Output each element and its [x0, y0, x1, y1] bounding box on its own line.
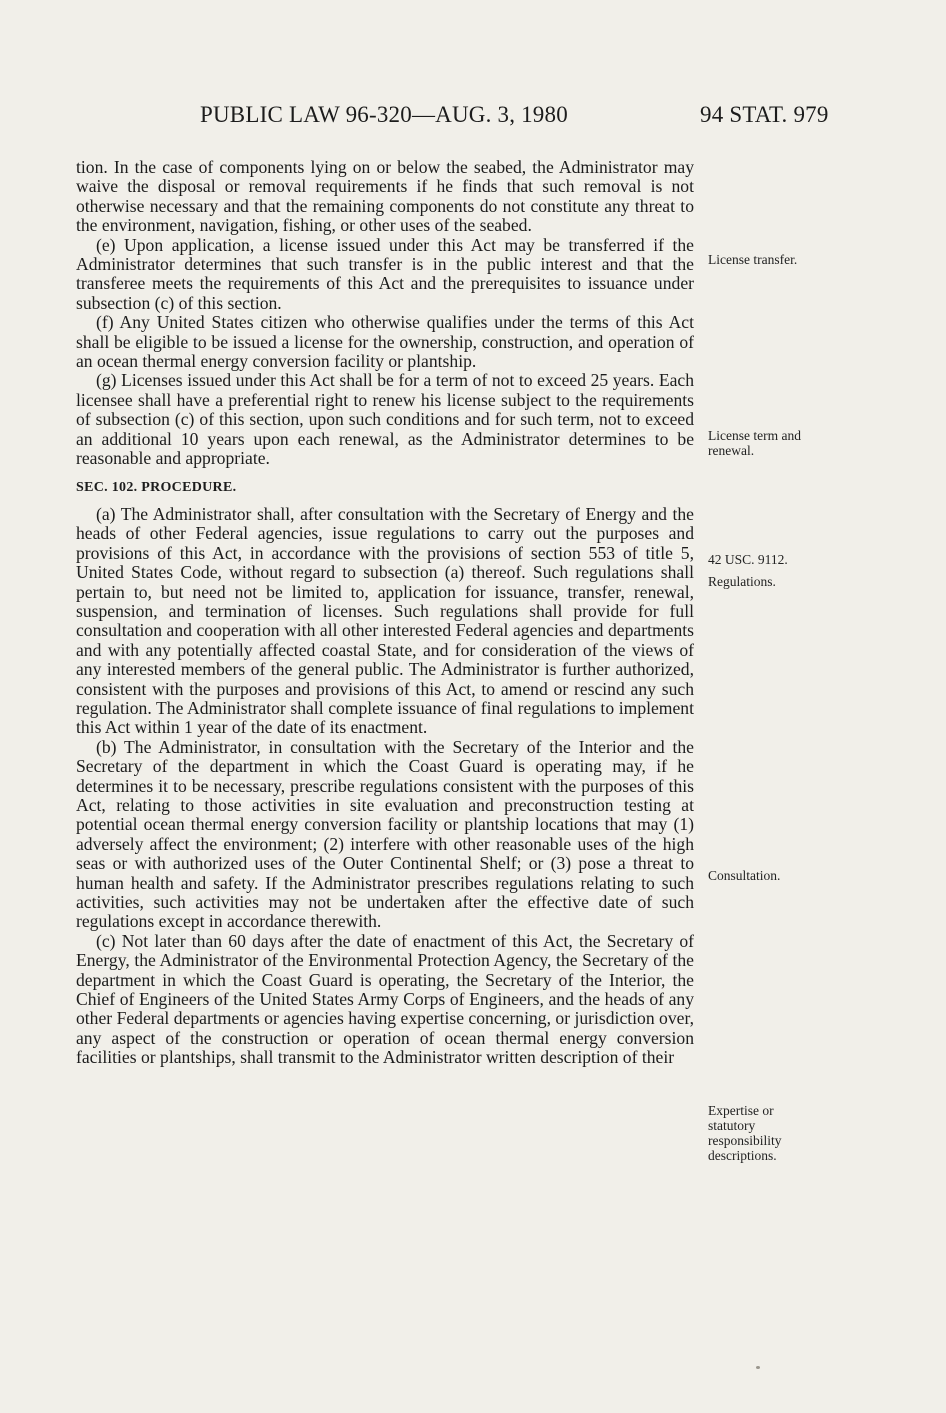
- paragraph-e: (e) Upon application, a license issued under this Act may be transferred if the Administrator determines that such transfer is in the public interest and that the transferee meets the requirements of this Act and the prerequisites to issuance under subsection (c) of this section.: [76, 234, 694, 313]
- paragraph-c: (c) Not later than 60 days after the date of enactment of this Act, the Secretary of Energy, the Administrator of the Environmental Protection Agency, the Secretary of the department in which the Coast Guard is operating, the Secretary of the Interior, the Chief of Engineers of the United States Army Corps of Engineers, and the heads of any other Federal departments or agencies having expertise concerning, or jurisdiction over, any aspect of the construction or operation of ocean thermal energy conversion facilities or plantships, shall transmit to the Administrator written description of their: [76, 930, 694, 1068]
- header-title: PUBLIC LAW 96-320—AUG. 3, 1980: [200, 102, 568, 127]
- statute-page-number: 94 STAT. 979: [700, 102, 829, 127]
- paragraph-a: (a) The Administrator shall, after consultation with the Secretary of Energy and the heads of other Federal agencies, issue regulations to carry out the purposes and provisions of this Act, in accordance with the provisions of section 553 of title 5, United States Code, without regard to subsection (a) thereof. Such regulations shall pertain to, but need not be limited to, application for issuance, transfer, renewal, suspension, and termination of licenses. Such regulations shall provide for full consultation and cooperation with all other interested Federal agencies and departments and with any potentially affected coastal State, and for consideration of the views of any interested members of the general public. The Administrator is further authorized, consistent with the purposes and provisions of this Act, to amend or rescind any such regulation. The Administrator shall complete issuance of final regulations to implement this Act within 1 year of the date of its enactment.: [76, 503, 694, 738]
- body-text: [76, 158, 694, 1068]
- paragraph-f: (f) Any United States citizen who otherwise qualifies under the terms of this Act shall be eligible to be issued a license for the ownership, construction, and operation of an ocean thermal energy conversion facility or plantship.: [76, 312, 694, 372]
- margin-note-expertise: Expertise or statutory responsibility descriptions.: [708, 1103, 782, 1163]
- paper-speck: [756, 1366, 760, 1369]
- paragraph-continuation: tion. In the case of components lying on or below the seabed, the Administrator may waive the disposal or removal requirements if he finds that such removal is not otherwise necessary and that the remaining components do not constitute any threat to the environment, navigation, fishing, or other uses of the seabed.: [76, 157, 694, 236]
- margin-note-usc: 42 USC. 9112.: [708, 552, 788, 567]
- page-header: [200, 102, 840, 136]
- margin-note-license-transfer: License transfer.: [708, 252, 798, 267]
- section-heading: SEC. 102. PROCEDURE.: [76, 479, 237, 495]
- paragraph-g: (g) Licenses issued under this Act shall be for a term of not to exceed 25 years. Each licensee shall have a preferential right to renew his license subject to the requirements of subsection (c) of this section, upon such conditions and for such term, not to exceed an additional 10 years upon each renewal, as the Administrator determines to be reasonable and appropriate.: [76, 370, 694, 469]
- paragraph-b: (b) The Administrator, in consultation with the Secretary of the Interior and the Secretary of the department in which the Coast Guard is operating may, if he determines it to be necessary, prescribe regulations consistent with the purposes of this Act, relating to those activities in site evaluation and preconstruction testing at potential ocean thermal energy conversion facility or plantship locations that may (1) adversely affect the environment; (2) interfere with other reasonable uses of the high seas or with authorized uses of the Outer Continental Shelf; or (3) pose a threat to human health and safety. If the Administrator prescribes regulations relating to such activities, such activities may not be undertaken after the effective date of such regulations except in accordance therewith.: [76, 736, 694, 932]
- margin-note-license-term: License term and renewal.: [708, 428, 801, 458]
- margin-note-regulations: Regulations.: [708, 574, 776, 589]
- margin-note-consultation: Consultation.: [708, 868, 781, 883]
